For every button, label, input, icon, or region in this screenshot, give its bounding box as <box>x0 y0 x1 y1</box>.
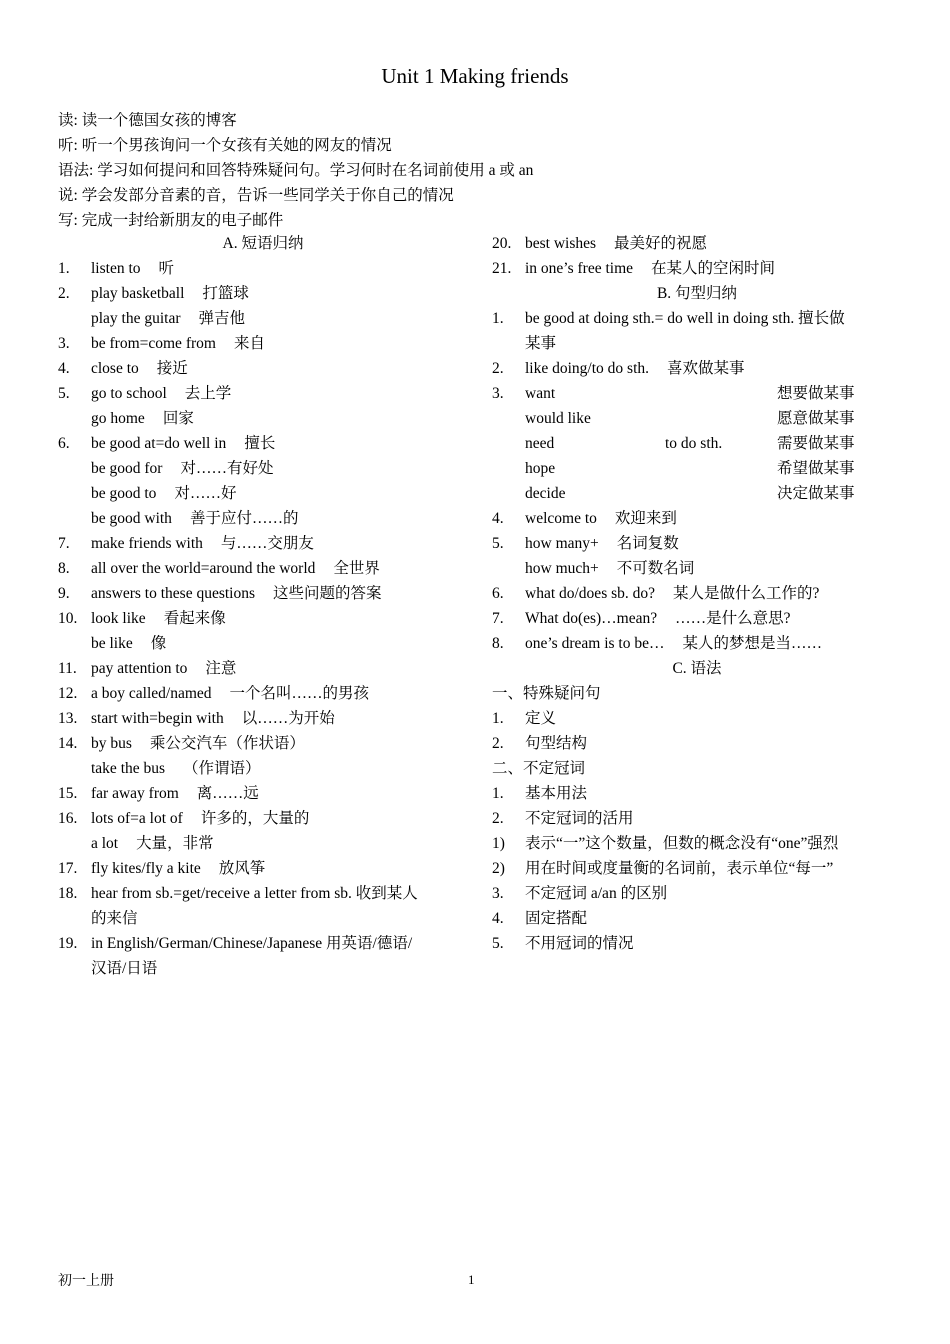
verb-meaning: 愿意做某事 <box>777 410 855 427</box>
phrase-item: be good for 对……有好处 <box>91 460 274 477</box>
phrase-item: be good with 善于应付……的 <box>91 510 299 527</box>
intro-label: 写: <box>58 212 78 229</box>
grammar-item: 1) 表示“一”这个数量，但数的概念没有“one”强烈 <box>492 835 839 852</box>
phrase-item: 4. close to 接近 <box>58 360 188 377</box>
phrase-item: 19. in English/German/Chinese/Japanese 用英语/德语/ <box>58 935 413 952</box>
right-column <box>492 231 902 956</box>
verb-row <box>492 406 902 431</box>
phrase-item: 15. far away from 离……远 <box>58 785 259 802</box>
phrase-item: 5. go to school 去上学 <box>58 385 232 402</box>
verb: decide <box>525 485 566 502</box>
verb: would like <box>525 410 591 427</box>
grammar-item: 2. 不定冠词的活用 <box>492 810 634 827</box>
left-column <box>58 231 468 981</box>
pattern-item-continued: 某事 <box>525 335 557 352</box>
verb-row <box>492 431 902 456</box>
verb-row <box>492 456 902 481</box>
phrase-item: 14. by bus 乘公交汽车（作状语） <box>58 735 305 752</box>
phrase-item: be like 像 <box>91 635 167 652</box>
phrase-item: 9. answers to these questions 这些问题的答案 <box>58 585 382 602</box>
verb: want <box>525 385 556 402</box>
phrase-item: 3. be from=come from 来自 <box>58 335 265 352</box>
footer-grade: 初一上册 <box>58 1274 114 1289</box>
grammar-item: 2. 句型结构 <box>492 735 588 752</box>
grammar-topic: 一、特殊疑问句 <box>492 685 601 702</box>
intro-text: 完成一封给新朋友的电子邮件 <box>81 212 284 229</box>
verb-group <box>492 381 902 506</box>
page-number: 1 <box>468 1272 475 1287</box>
section-c-heading: C. 语法 <box>672 660 722 677</box>
grammar-topic: 二、不定冠词 <box>492 760 586 777</box>
grammar-item: 1. 定义 <box>492 710 557 727</box>
verb-meaning: 想要做某事 <box>777 385 855 402</box>
intro-line <box>58 183 918 208</box>
phrase-item: be good to 对……好 <box>91 485 237 502</box>
pattern-item: 1. be good at doing sth.= do well in doing sth. 擅长做 <box>492 310 845 327</box>
phrase-item: 17. fly kites/fly a kite 放风筝 <box>58 860 266 877</box>
pattern-item: 5. how many+ 名词复数 <box>492 535 679 552</box>
phrase-item: 20. best wishes 最美好的祝愿 <box>492 235 708 252</box>
intro-text: 学会发部分音素的音，告诉一些同学关于你自己的情况 <box>81 187 454 204</box>
pattern-item: how much+ 不可数名词 <box>525 560 695 577</box>
phrase-item: 13. start with=begin with 以……为开始 <box>58 710 335 727</box>
phrase-item: 2. play basketball 打篮球 <box>58 285 249 302</box>
intro-text: 学习如何提问和回答特殊疑问句。学习何时在名词前使用 a 或 an <box>97 162 534 179</box>
pattern-item: 2. like doing/to do sth. 喜欢做某事 <box>492 360 745 377</box>
phrase-item: 6. be good at=do well in 擅长 <box>58 435 276 452</box>
pattern-list <box>492 506 902 656</box>
intro-label: 说: <box>58 187 78 204</box>
phrase-item-continued: 的来信 <box>91 910 138 927</box>
verb: hope <box>525 460 556 477</box>
verb-meaning: 希望做某事 <box>777 460 855 477</box>
phrase-item-continued: 汉语/日语 <box>91 960 158 977</box>
phrase-item: 12. a boy called/named 一个名叫……的男孩 <box>58 685 370 702</box>
common-complement: to do sth. <box>665 435 723 452</box>
phrase-item: a lot 大量，非常 <box>91 835 214 852</box>
pattern-item: 4. welcome to 欢迎来到 <box>492 510 677 527</box>
intro-line <box>58 133 918 158</box>
phrase-item: 8. all over the world=around the world 全世界 <box>58 560 380 577</box>
phrase-item: go home 回家 <box>91 410 194 427</box>
verb-row <box>492 481 902 506</box>
intro-text: 听一个男孩询问一个女孩有关她的网友的情况 <box>81 137 392 154</box>
phrase-list <box>58 256 468 881</box>
intro-block <box>58 108 918 233</box>
page-title: Unit 1 Making friends <box>381 64 569 88</box>
verb-meaning: 需要做某事 <box>777 435 855 452</box>
phrase-item: 1. listen to 听 <box>58 260 175 277</box>
section-b-heading: B. 句型归纳 <box>656 285 738 302</box>
phrase-item: 16. lots of=a lot of 许多的，大量的 <box>58 810 310 827</box>
grammar-item: 2) 用在时间或度量衡的名词前，表示单位“每一” <box>492 860 834 877</box>
intro-line <box>58 208 918 233</box>
phrase-item: 10. look like 看起来像 <box>58 610 226 627</box>
phrase-item: 21. in one’s free time 在某人的空闲时间 <box>492 260 776 277</box>
intro-label: 读: <box>58 112 78 129</box>
grammar-item: 4. 固定搭配 <box>492 910 588 927</box>
phrase-item: play the guitar 弹吉他 <box>91 310 246 327</box>
intro-text: 读一个德国女孩的博客 <box>81 112 237 129</box>
intro-line <box>58 158 918 183</box>
grammar-list <box>492 681 902 956</box>
intro-label: 语法: <box>58 162 94 179</box>
pattern-item: 8. one’s dream is to be… 某人的梦想是当…… <box>492 635 822 652</box>
grammar-item: 5. 不用冠词的情况 <box>492 935 634 952</box>
phrase-list-continued <box>492 231 902 281</box>
verb-meaning: 决定做某事 <box>777 485 855 502</box>
pattern-item: 6. what do/does sb. do? 某人是做什么工作的? <box>492 585 820 602</box>
pattern-item: 7. What do(es)…mean? ……是什么意思? <box>492 610 791 627</box>
phrase-item: take the bus （作谓语） <box>91 760 261 777</box>
intro-label: 听: <box>58 137 78 154</box>
phrase-item: 11. pay attention to 注意 <box>58 660 237 677</box>
grammar-item: 3. 不定冠词 a/an 的区别 <box>492 885 668 902</box>
phrase-item: 7. make friends with 与……交朋友 <box>58 535 314 552</box>
verb: need <box>525 435 555 452</box>
intro-line <box>58 108 918 133</box>
phrase-item: 18. hear from sb.=get/receive a letter from sb. 收到某人 <box>58 885 418 902</box>
section-a-heading: A. 短语归纳 <box>222 235 304 252</box>
verb-row: 3. want 想要做某事 <box>492 381 902 406</box>
grammar-item: 1. 基本用法 <box>492 785 588 802</box>
